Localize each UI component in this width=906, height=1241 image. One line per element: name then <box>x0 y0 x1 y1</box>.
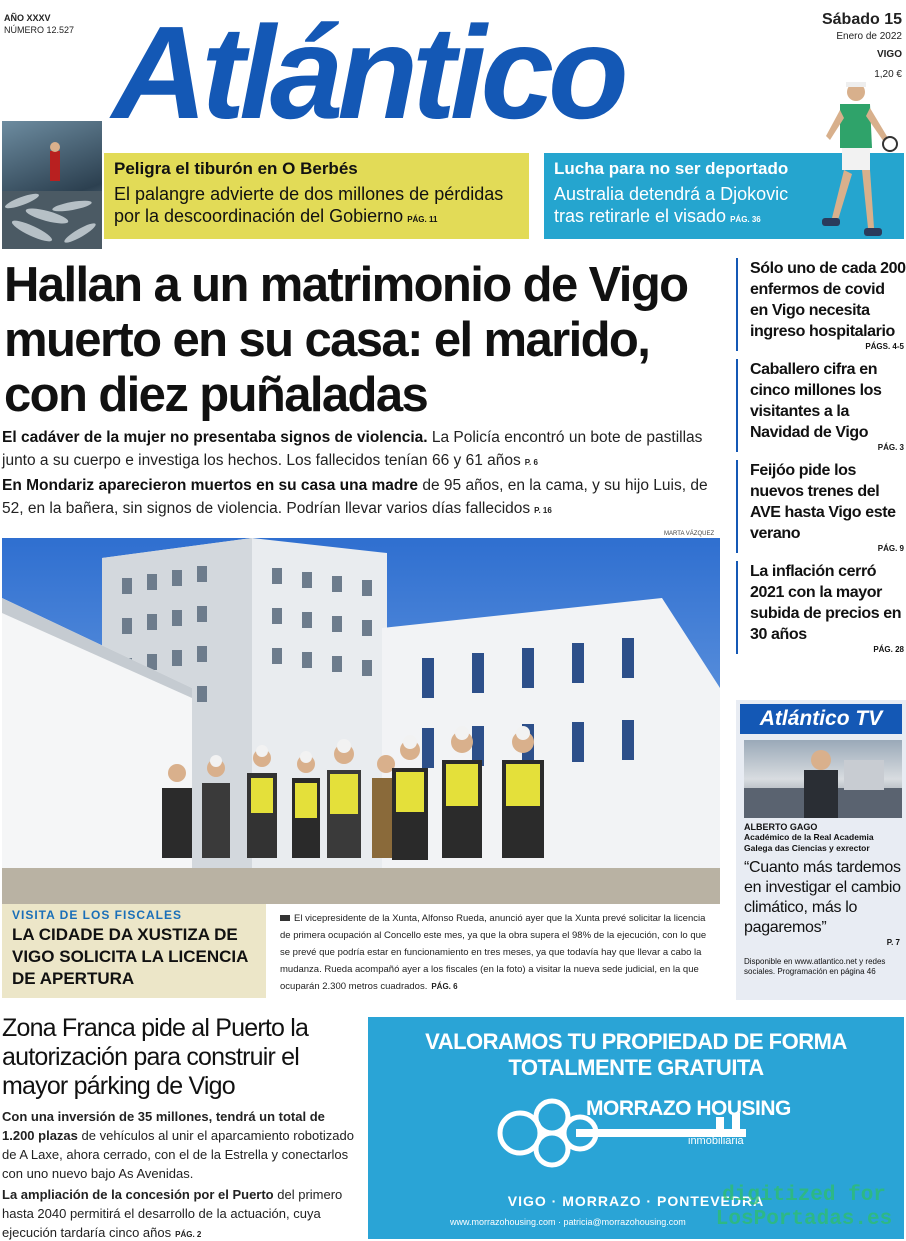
price: 1,20 € <box>874 69 902 80</box>
caption-kicker: VISITA DE LOS FISCALES <box>12 908 183 922</box>
brief-inflacion[interactable]: La inflación cerró 2021 con la mayor subida de precios en 30 años PÁG. 28 <box>736 561 906 654</box>
interviewee-role: Académico de la Real Academia Galega das Ciencias y exrector <box>744 832 874 853</box>
date-day: Sábado 15 <box>821 11 902 28</box>
lead-paragraph-2: En Mondariz aparecieron muertos en su casa una madre de 95 años, en la cama, y su hijo Luis, de 52, en la bañera, sin signos de violencia. Podrían llevar varios días fallecidos P. 16 <box>2 477 708 517</box>
digitized-watermark: digitized for LosPortadas.es <box>715 1184 893 1231</box>
teaser-sharks-page: PÁG. 11 <box>407 215 438 224</box>
zona-franca-headline[interactable]: Zona Franca pide al Puerto la autorización para construir el mayor párking de Vigo <box>2 1014 309 1100</box>
photo-credit: MARTA VÁZQUEZ <box>664 531 715 537</box>
edition-info <box>4 12 74 36</box>
zona-franca-text: Con una inversión de 35 millones, tendrá un total de 1.200 plazas de vehículos al unir el aparcamiento robotizado de A Laxe, ahora cerrado, con el de la Estrella y conectarlos con uno nuevo bajo As Avenidas. La ampliación de la concesión por el Puerto del primero hasta 2040 permitirá el desarrollo de la actuación, cuya ejecución tardaría cinco años PÁG. 2 <box>2 1109 354 1240</box>
lead-paragraph-1: El cadáver de la mujer no presentaba signos de violencia. La Policía encontró un bote de pastillas junto a su cuerpo e investiga los hechos. Los fallecidos tenían 66 y 61 años P. 6 <box>2 429 703 469</box>
tennis-player-photo <box>812 78 898 246</box>
interview-page: P. 7 <box>886 938 900 947</box>
main-headline[interactable]: Hallan a un matrimonio de Vigo muerto en su casa: el marido, con diez puñaladas <box>4 258 688 422</box>
interviewee-name: ALBERTO GAGO <box>744 822 818 832</box>
brief-ave[interactable]: Feijóo pide los nuevos trenes del AVE hasta Vigo este verano PÁG. 9 <box>736 460 906 553</box>
brief-covid[interactable]: Sólo uno de cada 200 enfermos de covid en Vigo necesita ingreso hospitalario PÁGS. 4-5 <box>736 258 906 351</box>
interview-quote[interactable]: “Cuanto más tardemos en investigar el cambio climático, más lo pagaremos” <box>744 859 901 936</box>
teaser-djokovic-title: Lucha para no ser deportado <box>554 159 789 178</box>
teaser-sharks-title: Peligra el tiburón en O Berbés <box>114 159 358 178</box>
teaser-djokovic-text: Australia detendrá a Djokovic tras retirarle el visado PÁG. 36 <box>554 184 789 226</box>
justice-city-photo <box>2 538 720 904</box>
ad-brand: MORRAZO HOUSING <box>586 1097 791 1120</box>
tv-title[interactable]: Atlántico TV <box>740 704 902 734</box>
teaser-sharks[interactable] <box>104 153 529 239</box>
briefs-column <box>736 258 906 662</box>
date-month: Enero de 2022 <box>836 31 902 42</box>
fish-market-photo <box>2 121 102 249</box>
photo-caption-box <box>2 904 266 998</box>
interviewee-photo <box>744 740 902 818</box>
tv-footer: Disponible en www.atlantico.net y redes sociales. Programación en página 46 <box>744 957 886 976</box>
edition-year: AÑO XXXV <box>4 13 51 23</box>
ad-places: VIGO · MORRAZO · PONTEVEDRA <box>507 1193 765 1209</box>
atlantico-tv-box <box>736 700 906 1000</box>
teaser-djokovic-page: PÁG. 36 <box>730 215 761 224</box>
ad-title: VALORAMOS TU PROPIEDAD DE FORMA TOTALMENTE GRATUITA <box>425 1029 847 1080</box>
teaser-sharks-text: El palangre advierte de dos millones de pérdidas por la descoordinación del Gobierno PÁG. 11 <box>114 184 504 226</box>
ad-contact: www.morrazohousing.com · patricia@morrazohousing.com <box>450 1217 686 1227</box>
edition-number: NÚMERO 12.527 <box>4 25 75 35</box>
photo-caption-text: El vicepresidente de la Xunta, Alfonso Rueda, anunció ayer que la Xunta prevé solicitar la licencia de primera ocupación al Concello este mes, ya que la obra supera el 98% de la ejecución, con lo que se prevé que podría estar en funcionamiento en tres meses, ya que todavía hay que llevar a cabo la mudanza. Rueda acompañó ayer a los fiscales (en la foto) a visitar la nueva sede judicial, en la que ocuparán 2.300 metros cuadrados. PÁG. 6 <box>280 913 707 992</box>
caption-headline[interactable]: LA CIDADE DA XUSTIZA DE VIGO SOLICITA LA LICENCIA DE APERTURA <box>12 925 248 988</box>
edition-city: VIGO <box>876 49 902 60</box>
date-info <box>822 10 902 82</box>
newspaper-logo[interactable]: Atlántico <box>112 0 623 146</box>
ad-subtitle: inmobiliaria <box>688 1135 744 1147</box>
brief-navidad[interactable]: Caballero cifra en cinco millones los visitantes a la Navidad de Vigo PÁG. 3 <box>736 359 906 452</box>
